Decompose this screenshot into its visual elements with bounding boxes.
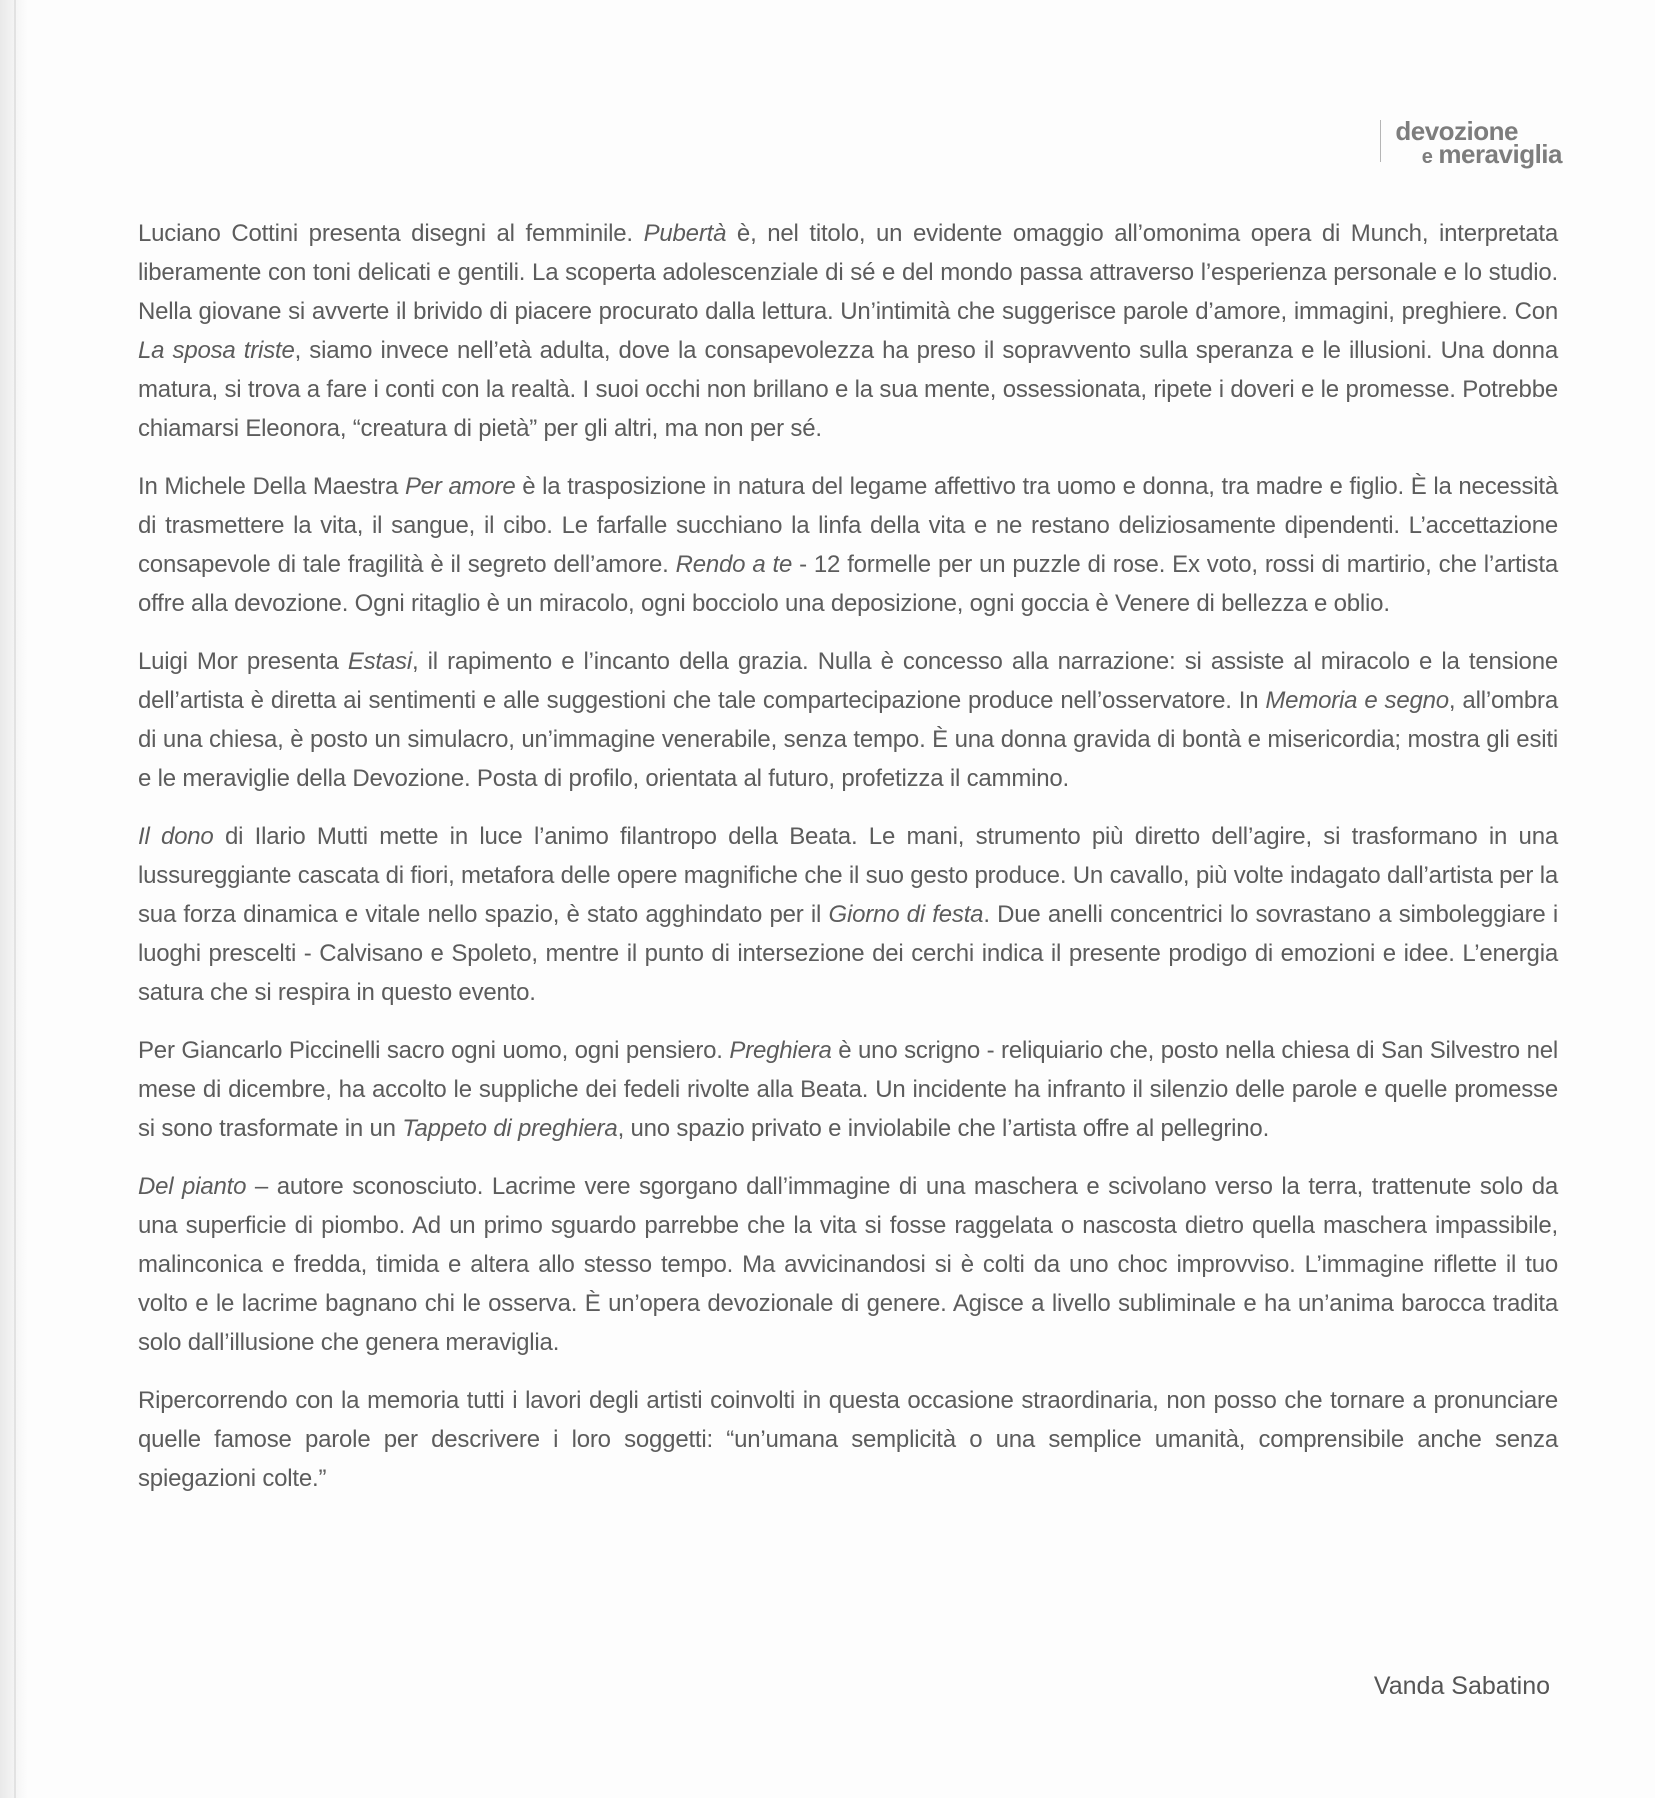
italic-title: Tappeto di preghiera (402, 1115, 618, 1142)
italic-title: Giorno di festa (828, 901, 984, 928)
author-signature: Vanda Sabatino (1373, 1672, 1550, 1700)
text-run: , uno spazio privato e inviolabile che l’artista offre al pellegrino. (617, 1115, 1270, 1142)
page-binding-edge (0, 0, 28, 1798)
text-run: è uno scrigno - reliquiario che, posto nella chiesa di San Silvestro nel mese di dicembre, ha accolto le suppliche dei fedeli rivolte alla Beata. Un incidente ha infranto il silenzio delle parole e quelle promesse si sono trasformate in un (138, 1037, 1558, 1142)
paragraph-3 (138, 642, 1558, 798)
text-run: , il rapimento e l’incanto della grazia. Nulla è concesso alla narrazione: si assiste al miracolo e la tensione dell’artista è diretta ai sentimenti e alle suggestioni che tale compartecipazione produce nell’osservatore. In (138, 648, 1558, 714)
paragraph-1 (138, 214, 1558, 448)
header-title-line1: devozione (1395, 116, 1518, 146)
binding-line (14, 0, 16, 1798)
text-run: è, nel titolo, un evidente omaggio all’omonima opera di Munch, interpretata liberamente con toni delicati e gentili. La scoperta adolescenziale di sé e del mondo passa attraverso l’esperienza personale e lo studio. Nella giovane si avverte il brivido di piacere procurato dalla lettura. Un’intimità che suggerisce parole d’amore, immagini, preghiere. Con (138, 220, 1558, 325)
text-run: – autore sconosciuto. Lacrime vere sgorgano dall’immagine di una maschera e scivolano verso la terra, trattenute solo da una superficie di piombo. Ad un primo sguardo parrebbe che la vita si fosse raggelata o nascosta dietro quella maschera impassibile, malinconica e fredda, timida e altera allo stesso tempo. Ma avvicinandosi si è colti da uno choc improvviso. L’immagine riflette il tuo volto e le lacrime bagnano chi le osserva. È un’opera devozionale di genere. Agisce a livello subliminale e ha un’anima barocca tradita solo dall’illusione che genera meraviglia. (138, 1173, 1558, 1356)
running-header (1380, 118, 1562, 167)
italic-title: Estasi (347, 648, 412, 675)
italic-title: Pubertà (643, 220, 727, 247)
text-run: di Ilario Mutti mette in luce l’animo filantropo della Beata. Le mani, strumento più diretto dell’agire, si trasformano in una lussureggiante cascata di fiori, metafora delle opere magnifiche che il suo gesto produce. Un cavallo, più volte indagato dall’artista per la sua forza dinamica e vitale nello spazio, è stato agghindato per il (138, 823, 1558, 928)
paragraph-4 (138, 817, 1558, 1012)
header-title (1395, 118, 1562, 167)
italic-title: Del pianto (138, 1173, 247, 1200)
text-run: Luigi Mor presenta (138, 648, 348, 675)
text-run: , all’ombra di una chiesa, è posto un simulacro, un’immagine venerabile, senza tempo. È una donna gravida di bontà e misericordia; mostra gli esiti e le meraviglie della Devozione. Posta di profilo, orientata al futuro, profetizza il cammino. (138, 687, 1558, 792)
text-run: . Due anelli concentrici lo sovrastano a simboleggiare i luoghi prescelti - Calvisano e Spoleto, mentre il punto di intersezione dei cerchi indica il presente prodigo di emozioni e idee. L’energia satura che si respira in questo evento. (138, 901, 1558, 1006)
italic-title: Per amore (404, 473, 516, 500)
text-run: - 12 formelle per un puzzle di rose. Ex voto, rossi di martirio, che l’artista offre alla devozione. Ogni ritaglio è un miracolo, ogni bocciolo una deposizione, ogni goccia è Venere di bellezza e oblio. (138, 551, 1558, 617)
text-run: Luciano Cottini presenta disegni al femminile. (138, 220, 644, 247)
italic-title: La sposa triste (138, 337, 295, 364)
header-conjunction: e (1421, 146, 1433, 168)
header-divider (1380, 120, 1381, 162)
paragraph-7 (138, 1381, 1558, 1498)
paragraph-2 (138, 467, 1558, 623)
text-run: è la trasposizione in natura del legame affettivo tra uomo e donna, tra madre e figlio. È la necessità di trasmettere la vita, il sangue, il cibo. Le farfalle succhiano la linfa della vita e ne restano deliziosamente dipendenti. L’accettazione consapevole di tale fragilità è il segreto dell’amore. (138, 473, 1558, 578)
italic-title: Memoria e segno (1265, 687, 1449, 714)
italic-title: Preghiera (729, 1037, 832, 1064)
text-run: , siamo invece nell’età adulta, dove la consapevolezza ha preso il sopravvento sulla speranza e le illusioni. Una donna matura, si trova a fare i conti con la realtà. I suoi occhi non brillano e la sua mente, ossessionata, ripete i doveri e le promesse. Potrebbe chiamarsi Eleonora, “creatura di pietà” per gli altri, ma non per sé. (138, 337, 1558, 442)
italic-title: Rendo a te (675, 551, 793, 578)
text-run: In Michele Della Maestra (138, 473, 405, 500)
paragraph-6 (138, 1167, 1558, 1362)
article-body (138, 214, 1558, 1517)
text-run: Ripercorrendo con la memoria tutti i lavori degli artisti coinvolti in questa occasione straordinaria, non posso che tornare a pronunciare quelle famose parole per descrivere i loro soggetti: “un’umana semplicità o una semplice umanità, comprensibile anche senza spiegazioni colte.” (138, 1387, 1558, 1492)
text-run: Per Giancarlo Piccinelli sacro ogni uomo, ogni pensiero. (138, 1037, 730, 1064)
italic-title: Il dono (138, 823, 214, 850)
header-title-word: meraviglia (1438, 139, 1562, 169)
paragraph-5 (138, 1031, 1558, 1148)
header-title-line2 (1422, 141, 1562, 167)
